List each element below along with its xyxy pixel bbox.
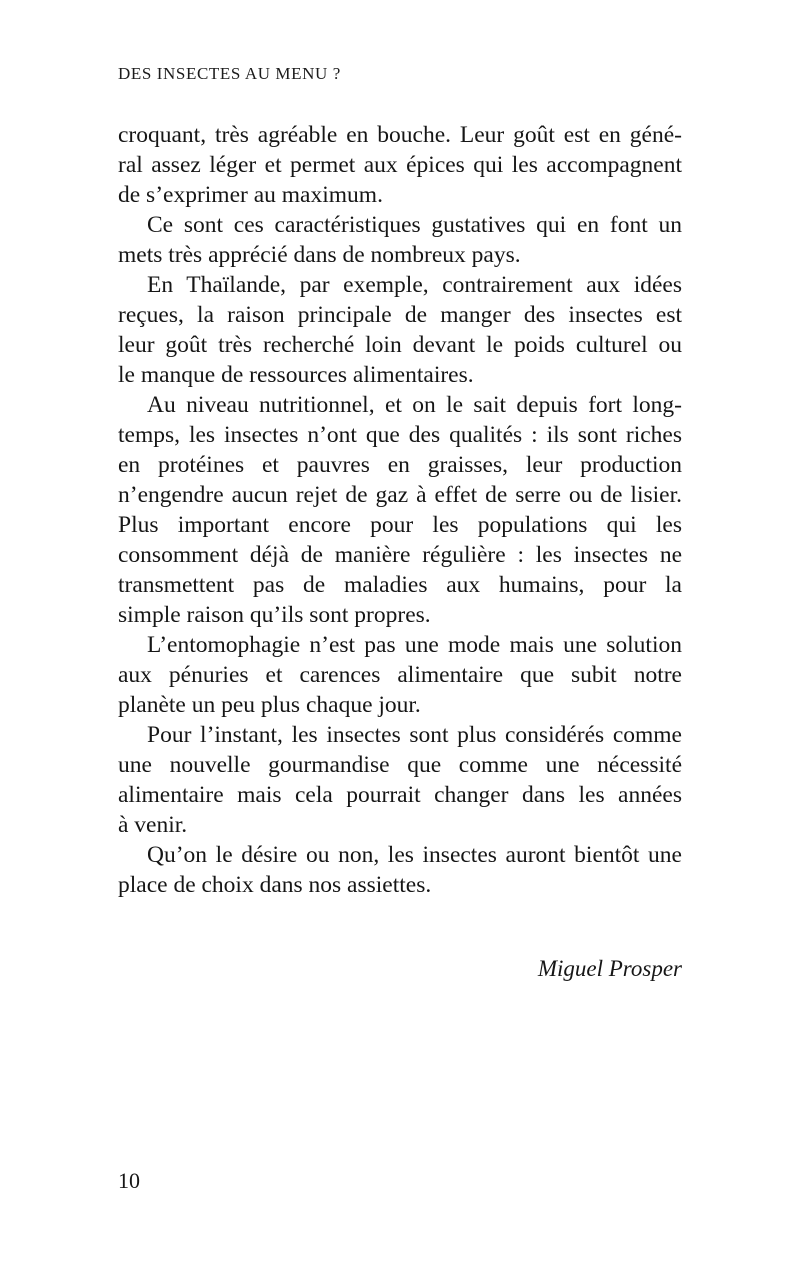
text-line: En Thaïlande, par exemple, contrairement aux idées xyxy=(147,272,682,298)
paragraph xyxy=(118,210,682,270)
text-line: place de choix dans nos assiettes. xyxy=(118,872,432,898)
text-line: transmettent pas de maladies aux humains, pour la xyxy=(118,572,682,598)
text-line: L’entomophagie n’est pas une mode mais une solution xyxy=(147,632,682,658)
text-line: en protéines et pauvres en graisses, leur production xyxy=(118,452,682,478)
text-line: Plus important encore pour les populations qui les xyxy=(118,512,682,538)
text-line: alimentaire mais cela pourrait changer dans les années xyxy=(118,782,682,808)
body-text xyxy=(118,120,682,900)
text-line: le manque de ressources alimentaires. xyxy=(118,362,474,388)
text-line: Pour l’instant, les insectes sont plus considérés comme xyxy=(147,722,682,748)
paragraph xyxy=(118,120,682,210)
author-signature: Miguel Prosper xyxy=(537,956,682,981)
paragraph xyxy=(118,390,682,630)
text-line: Qu’on le désire ou non, les insectes auront bientôt une xyxy=(147,842,682,868)
paragraph xyxy=(118,270,682,390)
text-line: ral assez léger et permet aux épices qui les accompagnent xyxy=(118,152,682,178)
text-line: planète un peu plus chaque jour. xyxy=(118,692,421,718)
text-line: consomment déjà de manière régulière : les insectes ne xyxy=(118,542,682,568)
running-header: DES INSECTES AU MENU ? xyxy=(118,64,341,83)
text-line: Ce sont ces caractéristiques gustatives qui en font un xyxy=(147,212,682,238)
text-line: Au niveau nutritionnel, et on le sait depuis fort long- xyxy=(147,392,682,418)
paragraph xyxy=(118,840,682,900)
text-line: une nouvelle gourmandise que comme une nécessité xyxy=(118,752,682,778)
text-line: reçues, la raison principale de manger des insectes est xyxy=(118,302,682,328)
text-line: aux pénuries et carences alimentaire que subit notre xyxy=(118,662,682,688)
paragraph xyxy=(118,630,682,720)
page-number: 10 xyxy=(118,1168,140,1193)
text-line: de s’exprimer au maximum. xyxy=(118,182,383,208)
text-line: n’engendre aucun rejet de gaz à effet de serre ou de lisier. xyxy=(118,482,682,508)
text-line: leur goût très recherché loin devant le poids culturel ou xyxy=(118,332,682,358)
paragraph xyxy=(118,720,682,840)
text-line: mets très apprécié dans de nombreux pays. xyxy=(118,242,521,268)
text-line: simple raison qu’ils sont propres. xyxy=(118,602,431,628)
text-line: à venir. xyxy=(118,812,188,838)
text-line: croquant, très agréable en bouche. Leur goût est en géné- xyxy=(118,122,682,148)
text-line: temps, les insectes n’ont que des qualités : ils sont riches xyxy=(118,422,682,448)
